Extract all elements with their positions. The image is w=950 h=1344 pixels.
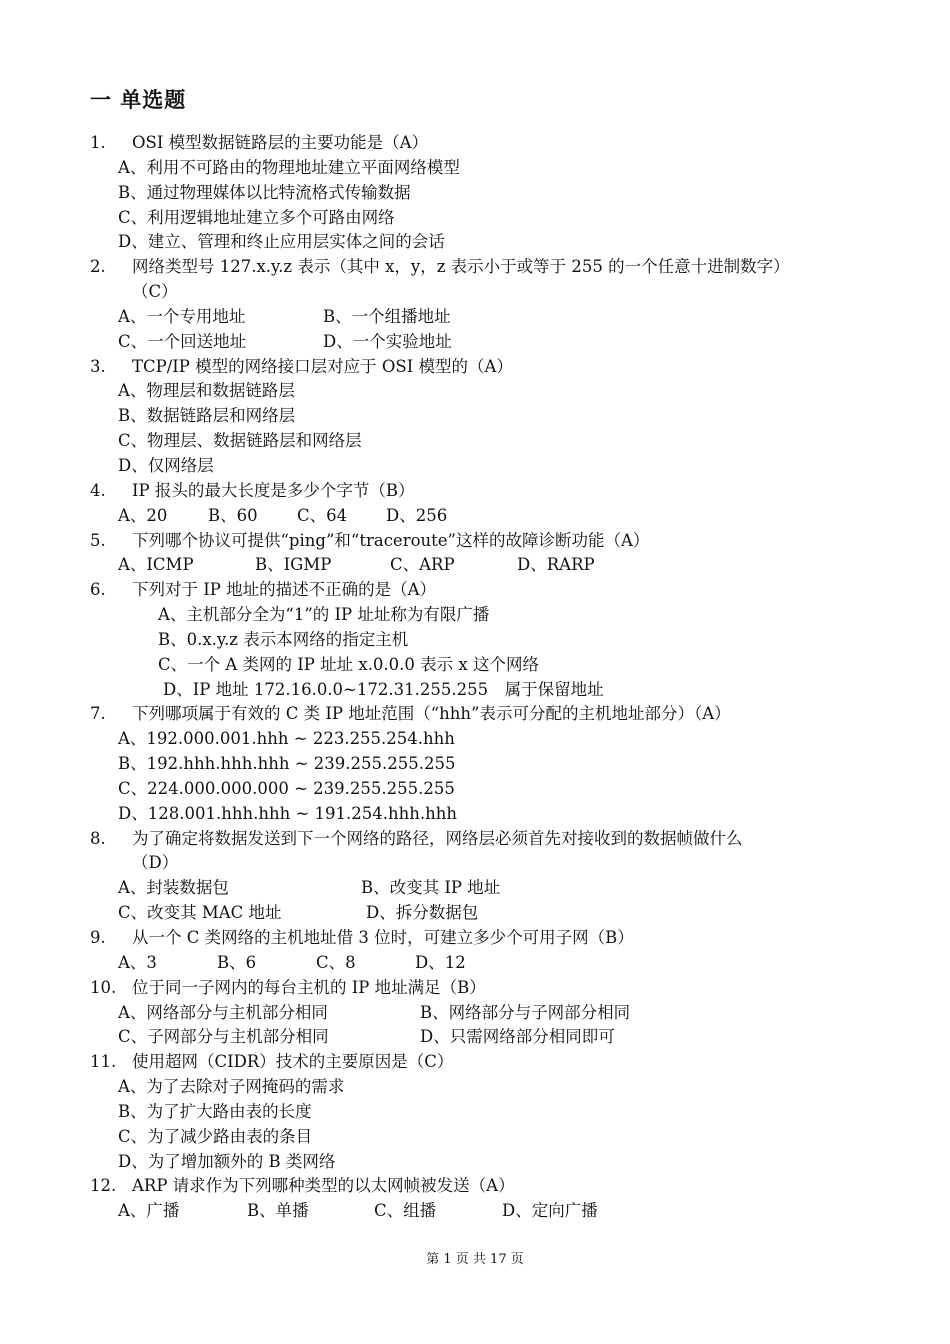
q10-option-b: B、网络部分与子网部分相同: [420, 1002, 631, 1022]
q9-option-c: C、8: [316, 952, 356, 972]
question-10-stem: 10. 位于同一子网内的每台主机的 IP 地址满足（B）: [90, 977, 486, 997]
question-6-stem: 6. 下列对于 IP 地址的描述不正确的是（A）: [90, 580, 437, 600]
q3-option-c: C、物理层、数据链路层和网络层: [118, 431, 362, 451]
q2-option-d: D、一个实验地址: [323, 331, 452, 351]
q4-options-row: [90, 504, 870, 529]
question-9-stem: 9. 从一个 C 类网络的主机地址借 3 位时，可建立多少个可用子网（B）: [90, 928, 634, 947]
question-4-stem: 4. IP 报头的最大长度是多少个字节（B）: [90, 480, 415, 500]
q8-options-row-1: [90, 876, 870, 901]
q5-option-c: C、ARP: [390, 555, 455, 575]
q10-options-row-1: [90, 1001, 870, 1026]
q7-option-d: D、128.001.hhh.hhh ~ 191.254.hhh.hhh: [118, 803, 458, 823]
q9-option-b: B、6: [217, 952, 257, 972]
q2-options-row-2: [90, 330, 870, 355]
q10-option-a: A、网络部分与主机部分相同: [118, 1002, 328, 1022]
question-5-stem: 5. 下列哪个协议可提供“ping”和“traceroute”这样的故障诊断功能（A）: [90, 530, 650, 550]
question-1-stem: 1. OSI 模型数据链路层的主要功能是（A）: [90, 133, 429, 152]
q1-option-d: D、建立、管理和终止应用层实体之间的会话: [118, 232, 445, 252]
q8-option-b: B、改变其 IP 地址: [361, 878, 501, 898]
q7-option-c: C、224.000.000.000 ~ 239.255.255.255: [118, 778, 455, 798]
q3-option-a: A、物理层和数据链路层: [118, 381, 295, 401]
question-11-stem: 11. 使用超网（CIDR）技术的主要原因是（C）: [90, 1052, 454, 1072]
q4-option-d: D、256: [386, 505, 448, 525]
q9-options-row: [90, 951, 870, 976]
q6-option-c: C、一个 A 类网的 IP 址址 x.0.0.0 表示 x 这个网络: [158, 654, 539, 674]
q4-option-a: A、20: [118, 505, 168, 525]
q8-options-row-2: [90, 901, 870, 926]
question-12-stem: 12. ARP 请求作为下列哪种类型的以太网帧被发送（A）: [90, 1176, 515, 1196]
question-3-stem: 3. TCP/IP 模型的网络接口层对应于 OSI 模型的（A）: [90, 356, 513, 376]
q12-option-a: A、广播: [118, 1201, 180, 1221]
q8-option-a: A、封装数据包: [118, 878, 229, 898]
question-8-stem: 8. 为了确定将数据发送到下一个网络的路径，网络层必须首先对接收到的数据帧做什么: [90, 828, 743, 848]
q10-option-c: C、子网部分与主机部分相同: [118, 1027, 329, 1047]
page-footer: 第 1 页 共 17 页: [426, 1252, 524, 1267]
q2-option-b: B、一个组播地址: [323, 306, 451, 326]
q12-option-d: D、定向广播: [502, 1201, 598, 1221]
q8-option-d: D、拆分数据包: [366, 903, 479, 923]
question-7-stem: 7. 下列哪项属于有效的 C 类 IP 地址范围（“hhh”表示可分配的主机地址部分）（A）: [90, 704, 731, 724]
q12-options-row: [90, 1199, 870, 1224]
q7-option-b: B、192.hhh.hhh.hhh ~ 239.255.255.255: [118, 754, 456, 774]
q11-option-a: A、为了去除对子网掩码的需求: [118, 1077, 345, 1097]
q11-option-c: C、为了减少路由表的条目: [118, 1126, 313, 1146]
q3-option-d: D、仅网络层: [118, 455, 214, 475]
q1-option-b: B、通过物理媒体以比特流格式传输数据: [118, 182, 411, 202]
q10-option-d: D、只需网络部分相同即可: [420, 1027, 615, 1047]
q11-option-b: B、为了扩大路由表的长度: [118, 1101, 312, 1121]
q5-options-row: [90, 553, 870, 578]
q11-option-d: D、为了增加额外的 B 类网络: [118, 1151, 336, 1171]
section-title: 一 单选题: [90, 88, 187, 112]
q6-option-d: D、IP 地址 172.16.0.0~172.31.255.255 属于保留地址: [163, 679, 604, 699]
question-8-answer: （D）: [132, 853, 179, 873]
q5-option-b: B、IGMP: [255, 555, 332, 575]
q5-option-d: D、RARP: [517, 555, 595, 575]
q5-option-a: A、ICMP: [118, 555, 194, 575]
q4-option-b: B、60: [208, 505, 258, 525]
q1-option-c: C、利用逻辑地址建立多个可路由网络: [118, 207, 395, 227]
q10-options-row-2: [90, 1025, 870, 1050]
q2-option-c: C、一个回送地址: [118, 331, 247, 351]
question-list: [90, 131, 870, 1224]
q8-option-c: C、改变其 MAC 地址: [118, 903, 282, 923]
q4-option-c: C、64: [297, 505, 348, 525]
q9-option-d: D、12: [415, 952, 466, 972]
q1-option-a: A、利用不可路由的物理地址建立平面网络模型: [118, 157, 460, 177]
q6-option-a: A、主机部分全为“1”的 IP 址址称为有限广播: [158, 605, 490, 625]
q3-option-b: B、数据链路层和网络层: [118, 406, 296, 426]
q6-option-b: B、0.x.y.z 表示本网络的指定主机: [158, 629, 409, 649]
q7-option-a: A、192.000.001.hhh ~ 223.255.254.hhh: [118, 729, 455, 749]
q2-options-row-1: [90, 305, 870, 330]
question-2-stem: 2. 网络类型号 127.x.y.z 表示（其中 x，y，z 表示小于或等于 255 的一个任意十进制数字）: [90, 257, 790, 277]
q2-option-a: A、一个专用地址: [118, 306, 246, 326]
q12-option-b: B、单播: [247, 1201, 309, 1221]
q9-option-a: A、3: [118, 952, 157, 972]
question-2-answer: （C）: [132, 282, 178, 302]
q12-option-c: C、组播: [374, 1201, 437, 1221]
